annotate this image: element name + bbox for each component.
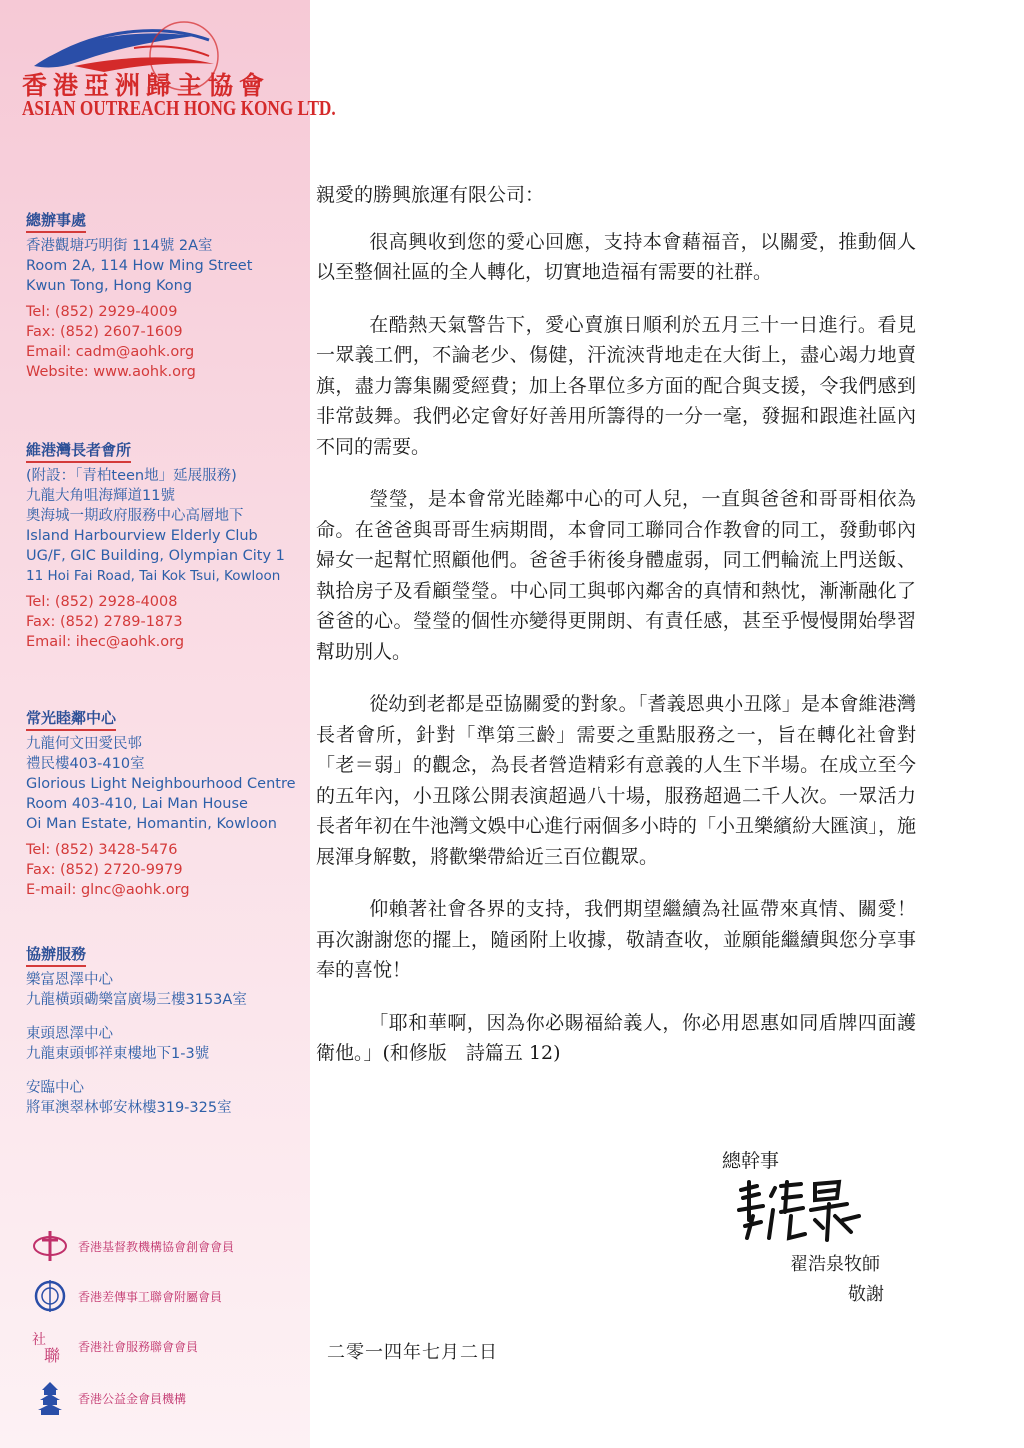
tel-line: Tel: (852) 2928-4008 [26,594,178,610]
email-link[interactable]: Email: cadm@aohk.org [26,344,195,360]
address-line: Room 2A, 114 How Ming Street [26,258,253,274]
closing-thanks: 敬謝 [848,1284,884,1305]
address-line: UG/F, GIC Building, Olympian City 1 [26,548,285,564]
address-line: Oi Man Estate, Homantin, Kowloon [26,816,277,832]
salutation: 親愛的勝興旅運有限公司： [316,184,545,206]
head-office-block [26,210,326,382]
section-heading: 維港灣長者會所 [26,440,131,463]
signer-title: 總幹事 [722,1150,780,1172]
org-name-english: ASIAN OUTREACH HONG KONG LTD. [22,96,336,120]
address-line: Glorious Light Neighbourhood Centre [26,776,296,792]
section-heading: 常光睦鄰中心 [26,708,116,731]
fax-line: Fax: (852) 2607-1609 [26,324,183,340]
bible-quote: 「耶和華啊，因為你必賜福給義人，你必用恩惠如同盾牌四面護衛他。」(和修版 詩篇五 12) [316,1011,916,1064]
address-line: 九龍大角咀海輝道11號 [26,488,175,504]
section-heading: 協辦服務 [26,944,86,967]
website-link[interactable]: Website: www.aohk.org [26,364,196,380]
coop-services-block [26,944,326,1118]
tel-line: Tel: (852) 2929-4009 [26,304,178,320]
membership-label: 香港基督教機構協會創會會員 [78,1239,235,1254]
address-line: Island Harbourview Elderly Club [26,528,258,544]
section-heading: 總辦事處 [26,210,86,233]
address-line: 11 Hoi Fai Road, Tai Kok Tsui, Kowloon [26,568,281,584]
neighbourhood-centre-block [26,708,326,900]
email-link[interactable]: E-mail: glnc@aohk.org [26,882,190,898]
letter-paragraph: 很高興收到您的愛心回應，支持本會藉福音，以關愛，推動個人以至整個社區的全人轉化，切實地造福有需要的社群。 [316,230,916,283]
letterhead-sidebar [0,0,336,1448]
address-line: 九龍東頭邨祥東樓地下1-3號 [26,1046,210,1062]
signer-name: 翟浩泉牧師 [790,1254,880,1275]
letter-paragraph: 仰賴著社會各界的支持，我們期望繼續為社區帶來真情、關愛！再次謝謝您的擺上，隨函附上收據，敬請查收，並願能繼續與您分享事奉的喜悅！ [316,898,916,981]
address-line: 九龍橫頭磡樂富廣場三樓3153A室 [26,992,247,1008]
centre-name: 東頭恩澤中心 [26,1026,113,1042]
membership-item [30,1228,234,1264]
tel-line: Tel: (852) 3428-5476 [26,842,178,858]
letter-date: 二零一四年七月二日 [327,1342,498,1363]
letter-paragraph: 在酷熱天氣警告下，愛心賣旗日順利於五月三十一日進行。看見一眾義工們，不論老少、傷健，汗流浹背地走在大街上，盡心竭力地賣旗，盡力籌集關愛經費；加上各單位多方面的配合與支援，令我們感到非常鼓舞。我們必定會好好善用所籌得的一分一毫，發掘和跟進社區內不同的需要。 [316,313,916,458]
fax-line: Fax: (852) 2720-9979 [26,862,183,878]
cross-icon [30,1228,70,1264]
elderly-club-block [26,440,326,652]
pagoda-icon [30,1380,70,1416]
letter-body [316,180,916,1091]
fax-line: Fax: (852) 2789-1873 [26,614,183,630]
org-name-chinese: 香港亞洲歸主協會 [22,71,271,100]
letter-paragraph: 瑩瑩，是本會常光睦鄰中心的可人兒，一直與爸爸和哥哥相依為命。在爸爸與哥哥生病期間，本會同工聯同合作教會的同工，發動邨內婦女一起幫忙照顧他們。爸爸手術後身體虛弱，同工們輪流上門送飯、執拾房子及看顧瑩瑩。中心同工與邨內鄰舍的真情和熱忱，漸漸融化了爸爸的心。瑩瑩的個性亦變得更開朗、有責任感，甚至乎慢慢開始學習幫助別人。 [316,488,916,663]
address-line: 禮民樓403-410室 [26,756,145,772]
membership-label: 香港差傳事工聯會附屬會員 [78,1289,223,1304]
membership-label: 香港公益金會員機構 [78,1391,187,1406]
membership-item [30,1328,198,1364]
address-line: 奧海城一期政府服務中心高層地下 [26,508,244,524]
address-line: 將軍澳翠林邨安林樓319-325室 [26,1100,232,1116]
address-line: 九龍何文田愛民邨 [26,736,142,752]
address-line: (附設：「青柏teen地」延展服務) [26,468,237,484]
hkcss-logo-icon [30,1328,70,1364]
address-line: 香港觀塘巧明街 114號 2A室 [26,238,213,254]
handwritten-signature [735,1176,875,1246]
membership-item [30,1278,222,1314]
membership-label: 香港社會服務聯會會員 [78,1339,199,1354]
address-line: Room 403-410, Lai Man House [26,796,248,812]
address-line: Kwun Tong, Hong Kong [26,278,193,294]
membership-item [30,1380,186,1416]
email-link[interactable]: Email: ihec@aohk.org [26,634,185,650]
letter-paragraph: 從幼到老都是亞協關愛的對象。「耆義恩典小丑隊」是本會維港灣長者會所，針對「準第三齡」需要之重點服務之一，旨在轉化社會對「老＝弱」的觀念，為長者營造精彩有意義的人生下半場。在成立至今的五年內，小丑隊公開表演超過八十場，服務超過二千人次。一眾活力長者年初在牛池灣文娛中心進行兩個多小時的「小丑樂繽紛大匯演」，施展渾身解數，將歡樂帶給近三百位觀眾。 [316,693,916,868]
centre-name: 樂富恩澤中心 [26,972,113,988]
svg-text:社: 社 [32,1332,46,1348]
svg-text:聯: 聯 [44,1346,61,1364]
centre-name: 安臨中心 [26,1080,84,1096]
gospel-emblem-icon [30,1278,70,1314]
